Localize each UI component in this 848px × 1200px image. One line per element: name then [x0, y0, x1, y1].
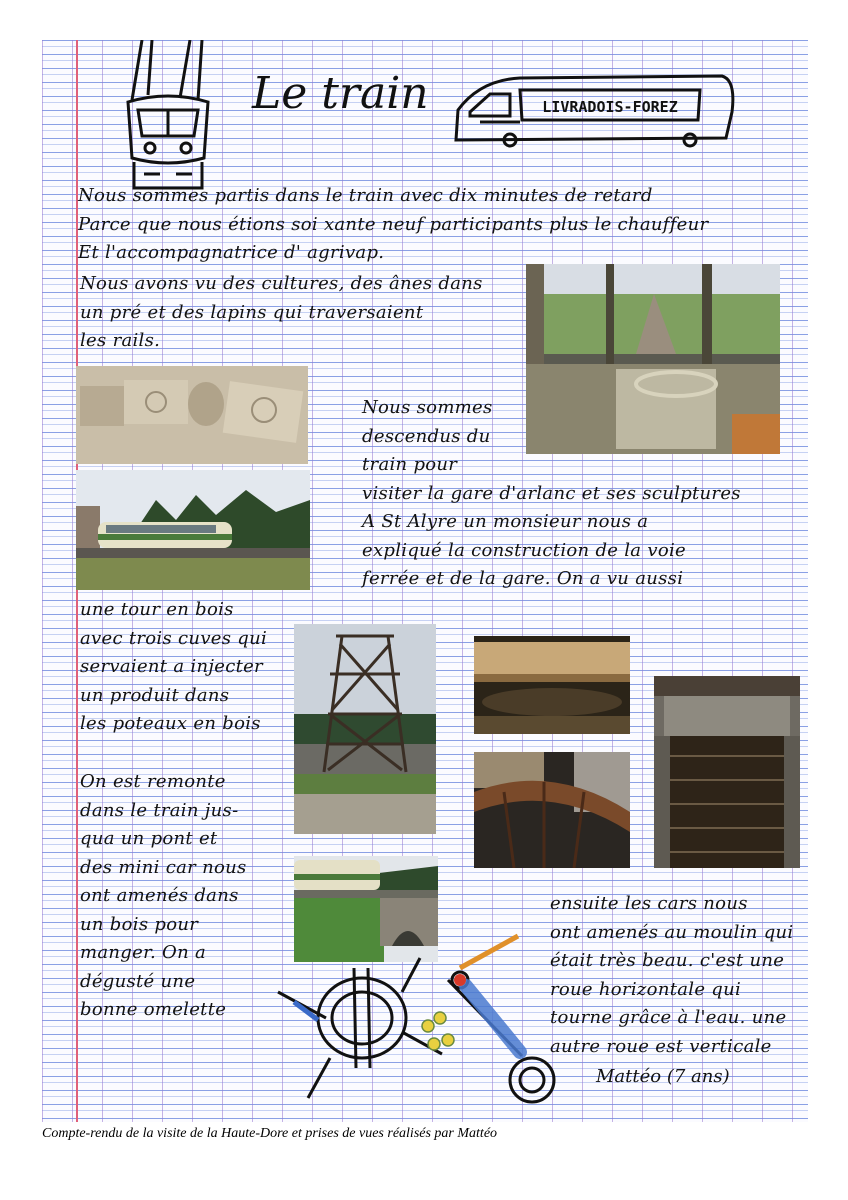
signature: Mattéo (7 ans) [596, 1066, 730, 1087]
photo-gear-wheel [474, 636, 630, 734]
train-sign-text: LIVRADOIS-FOREZ [542, 98, 678, 116]
paragraph-seen: Nous avons vu des cultures, des ânes dans un pré et des lapins qui traversaient les rails. [80, 273, 483, 351]
paragraph-intro: Nous sommes partis dans le train avec dix minutes de retard Parce que nous étions soi xante neuf participants plus le chauffeur Et l'accompagnatrice d' agrivap. [78, 185, 709, 263]
mill-wheel-drawing [270, 928, 560, 1118]
photo-vertical-wheel [654, 676, 800, 868]
paragraph-station: Nous sommes descendus du train pour visiter la gare d'arlanc et ses sculptures A St Alyre un monsieur nous a expliqué la construction de la voie ferrée et de la gare. On a vu aussi [362, 397, 741, 589]
photo-wooden-tower [294, 624, 436, 834]
photo-sculptures [76, 366, 308, 464]
paragraph-mill: ensuite les cars nous ont amenés au moulin qui était très beau. c'est une roue horizontale qui tourne grâce à l'eau. une autre roue est verticale [550, 893, 794, 1057]
paragraph-tower: une tour en bois avec trois cuves qui servaient a injecter un produit dans les poteaux en bois [80, 599, 268, 734]
train-front-drawing [120, 40, 216, 195]
page-title: Le train [252, 68, 429, 119]
train-side-drawing [450, 72, 740, 152]
paragraph-back: On est remonte dans le train jus- qua un pont et des mini car nous ont amenés dans un bois pour manger. On a dégusté une bonne omelette [80, 771, 247, 1020]
page-caption: Compte-rendu de la visite de la Haute-Dore et prises de vues réalisés par Mattéo [42, 1126, 498, 1141]
photo-horizontal-wheel [474, 752, 630, 868]
photo-train-station [76, 470, 310, 590]
